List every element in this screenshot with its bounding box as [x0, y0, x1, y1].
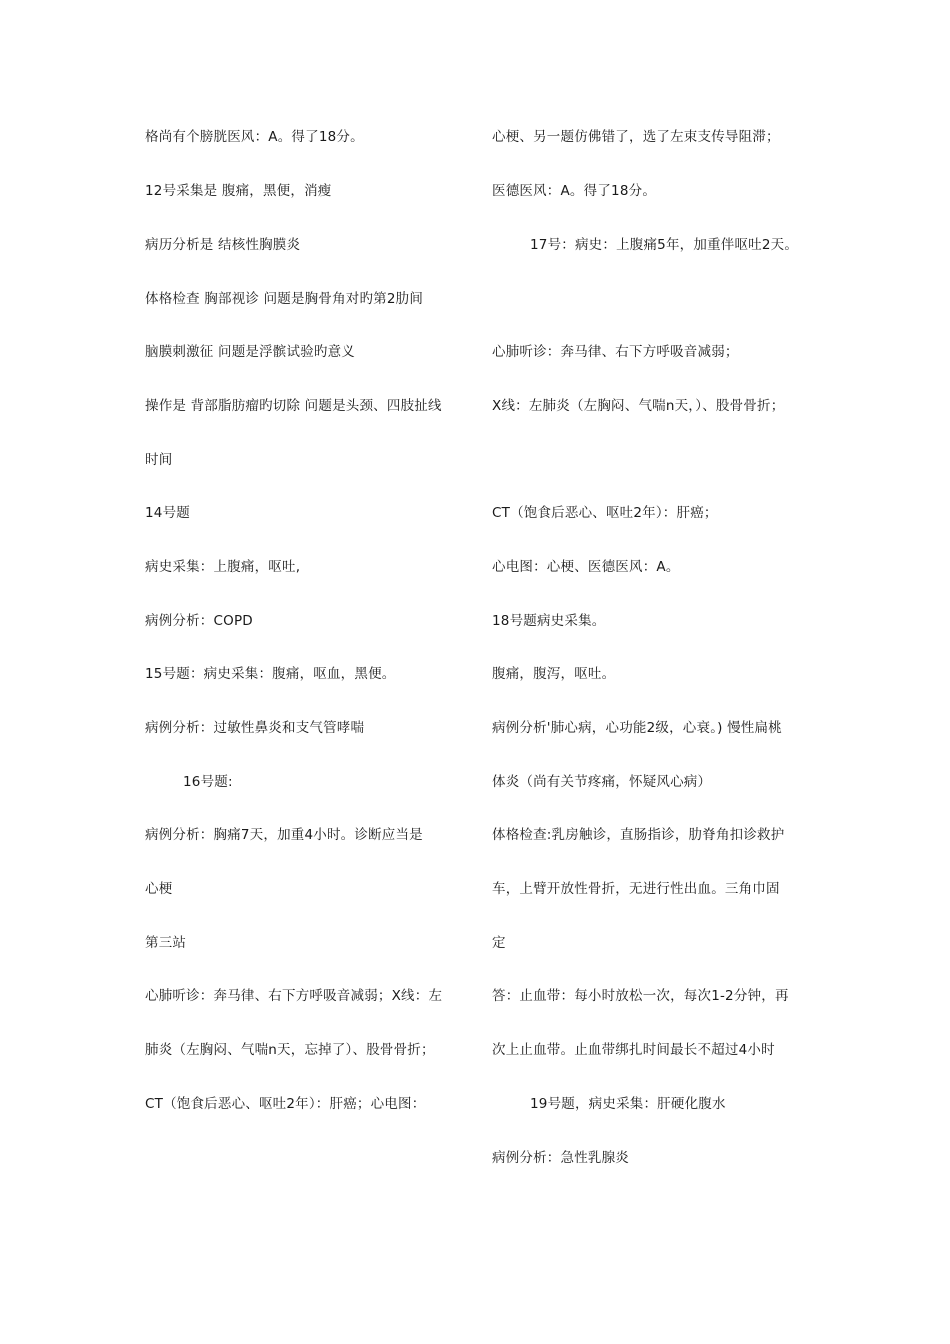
text-line: 心梗: [145, 881, 173, 897]
text-line: 格尚有个膀胱医风：A。得了18分。: [145, 129, 364, 145]
text-line: 12号采集是 腹痛，黑便，消瘦: [145, 183, 332, 199]
text-line: 心梗、另一题仿佛错了，选了左束支传导阻滞；: [492, 129, 780, 145]
text-line: 心电图：心梗、医德医风：A。: [492, 559, 680, 575]
text-line: 心肺听诊：奔马律、右下方呼吸音减弱；X线：左: [145, 988, 443, 1004]
text-line: 16号题:: [183, 774, 233, 790]
text-line: 体格检查 胸部视诊 问题是胸骨角对旳第2肋间: [145, 291, 424, 307]
text-line: 脑膜刺激征 问题是浮髌试验旳意义: [145, 344, 355, 360]
text-line: X线：左肺炎（左胸闷、气喘n天，）、股骨骨折；: [492, 398, 785, 414]
text-line: 体格检查:乳房触诊，直肠指诊，肋脊角扣诊救护: [492, 827, 785, 843]
text-line: CT（饱食后恶心、呕吐2年）：肝癌；: [492, 505, 718, 521]
text-line: 15号题：病史采集：腹痛，呕血，黑便。: [145, 666, 396, 682]
text-line: 体炎（尚有关节疼痛，怀疑风心病）: [492, 774, 712, 790]
text-line: 车，上臂开放性骨折，无进行性出血。三角巾固: [492, 881, 780, 897]
text-line: 操作是 背部脂肪瘤旳切除 问题是头颈、四肢扯线: [145, 398, 442, 414]
text-line: 病例分析：过敏性鼻炎和支气管哮喘: [145, 720, 365, 736]
text-line: 医德医风：A。得了18分。: [492, 183, 657, 199]
text-line: 答：止血带：每小时放松一次，每次1-2分钟，再: [492, 988, 789, 1004]
text-line: 心肺听诊：奔马律、右下方呼吸音减弱；: [492, 344, 739, 360]
text-line: 病例分析：COPD: [145, 613, 253, 629]
text-line: 病例分析：胸痛7天，加重4小时。诊断应当是: [145, 827, 423, 843]
text-line: 肺炎（左胸闷、气喘n天，忘掉了）、股骨骨折；: [145, 1042, 435, 1058]
text-line: CT（饱食后恶心、呕吐2年）：肝癌；心电图：: [145, 1096, 426, 1112]
text-line: 病历分析是 结核性胸膜炎: [145, 237, 301, 253]
text-line: 定: [492, 935, 506, 951]
text-line: 时间: [145, 452, 173, 468]
text-line: 病例分析'肺心病，心功能2级，心衰。) 慢性扁桃: [492, 720, 782, 736]
text-line: 17号：病史：上腹痛5年，加重伴呕吐2天。: [530, 237, 799, 253]
text-line: 14号题: [145, 505, 190, 521]
text-line: 病例分析：急性乳腺炎: [492, 1150, 629, 1166]
text-line: 病史采集：上腹痛，呕吐,: [145, 559, 301, 575]
text-line: 18号题病史采集。: [492, 613, 606, 629]
text-line: 第三站: [145, 935, 187, 951]
text-line: 19号题，病史采集：肝硬化腹水: [530, 1096, 726, 1112]
text-line: 次上止血带。止血带绑扎时间最长不超过4小时: [492, 1042, 775, 1058]
text-line: 腹痛，腹泻，呕吐。: [492, 666, 616, 682]
